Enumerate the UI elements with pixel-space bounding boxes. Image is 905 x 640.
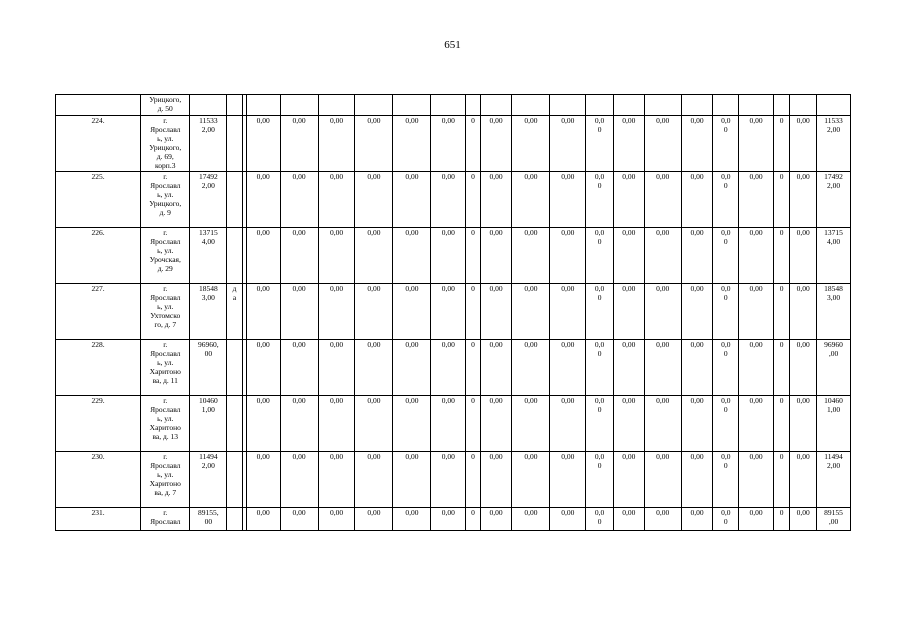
cell-value: 0,00 [790,228,817,284]
cell-value: 0,00 [550,452,586,508]
cell-value: 0 [773,396,789,452]
cell-value: 0,00 [644,396,681,452]
cell-value: 0,00 [246,340,280,396]
cell-flag [227,172,242,228]
cell-value: 0,00 [512,116,550,172]
cell-value [466,95,480,116]
cell-value: 0,00 [790,340,817,396]
cell-value: 0,00 [246,284,280,340]
cell-num: 231. [56,508,141,531]
cell-value: 0,00 [355,396,393,452]
cell-value: 0,00 [644,172,681,228]
cell-value [355,95,393,116]
table-row [56,172,851,228]
cell-value: 0,00 [644,284,681,340]
cell-value: 0 [466,508,480,531]
cell-value: 0,00 [393,228,431,284]
cell-value [393,95,431,116]
cell-num: 230. [56,452,141,508]
cell-value: 0,00 [790,452,817,508]
cell-value: 0,0 0 [713,172,739,228]
cell-value: 0,00 [739,340,774,396]
cell-num: 227. [56,284,141,340]
page-number: 651 [444,39,461,51]
cell-value: 0,00 [512,228,550,284]
cell-value: 0,0 0 [586,228,614,284]
table-row [56,452,851,508]
cell-value [246,95,280,116]
cell-value: 0,00 [681,340,713,396]
cell-value: 0,0 0 [586,396,614,452]
cell-total [190,95,227,116]
cell-value: 0,00 [393,116,431,172]
cell-value: 0,0 0 [713,340,739,396]
cell-value: 0,00 [318,340,355,396]
cell-value: 0,0 0 [586,340,614,396]
cell-value: 0,00 [318,116,355,172]
cell-value: 0,00 [550,340,586,396]
cell-value: 0 [773,508,789,531]
cell-value: 0,00 [246,228,280,284]
cell-value: 0,00 [318,172,355,228]
cell-value: 0,00 [613,284,644,340]
cell-value [613,95,644,116]
cell-value: 0,00 [739,396,774,452]
cell-value: 0,00 [550,116,586,172]
cell-value: 0,00 [739,116,774,172]
cell-value: 0,00 [512,396,550,452]
cell-value: 0,00 [480,284,512,340]
cell-address: Урицкого, д. 50 [141,95,190,116]
cell-value: 0 [466,172,480,228]
cell-value: 0,00 [644,340,681,396]
cell-value: 0,00 [393,396,431,452]
cell-value: 0,0 0 [713,452,739,508]
cell-value [773,95,789,116]
cell-value: 0 [466,116,480,172]
cell-total: 10460 1,00 [190,396,227,452]
cell-value: 0,00 [739,172,774,228]
cell-value: 0,00 [355,172,393,228]
table-row [56,228,851,284]
cell-final: 11533 2,00 [817,116,851,172]
cell-value: 0 [773,452,789,508]
cell-value: 0,00 [739,452,774,508]
cell-value: 0,00 [613,228,644,284]
cell-address: г. Ярославл ь, ул. Харитоно ва, д. 11 [141,340,190,396]
cell-value: 0,00 [550,396,586,452]
cell-value: 0,0 0 [586,116,614,172]
cell-value: 0,0 0 [586,452,614,508]
cell-value: 0,00 [644,508,681,531]
cell-value: 0,0 0 [713,396,739,452]
cell-value: 0,00 [318,508,355,531]
cell-value: 0,00 [246,508,280,531]
cell-value: 0,00 [393,172,431,228]
cell-total: 17492 2,00 [190,172,227,228]
cell-value [644,95,681,116]
cell-num: 229. [56,396,141,452]
cell-value: 0,00 [431,228,466,284]
cell-value: 0,00 [613,172,644,228]
cell-address: г. Ярославл ь, ул. Урицкого, д. 9 [141,172,190,228]
cell-num [56,95,141,116]
cell-final: 17492 2,00 [817,172,851,228]
cell-value: 0,00 [512,172,550,228]
cell-num: 226. [56,228,141,284]
cell-address: г. Ярославл ь, ул. Харитоно ва, д. 7 [141,452,190,508]
cell-value: 0,00 [681,508,713,531]
table-row [56,284,851,340]
cell-value [280,95,318,116]
cell-value: 0,00 [280,284,318,340]
cell-value: 0,00 [480,508,512,531]
cell-value: 0,0 0 [713,508,739,531]
cell-flag [227,116,242,172]
cell-value: 0,00 [318,396,355,452]
cell-value: 0,00 [431,396,466,452]
cell-value: 0,00 [280,396,318,452]
cell-final: 89155 ,00 [817,508,851,531]
cell-value: 0,00 [431,340,466,396]
cell-final: 96960 ,00 [817,340,851,396]
cell-address: г. Ярославл ь, ул. Ухтомско го, д. 7 [141,284,190,340]
cell-value [790,95,817,116]
cell-flag [227,396,242,452]
cell-value [512,95,550,116]
cell-value: 0,00 [355,116,393,172]
table-row-continuation [56,95,851,116]
cell-value: 0,00 [739,284,774,340]
cell-value: 0,00 [480,116,512,172]
cell-value: 0 [773,116,789,172]
table-row [56,508,851,531]
cell-value [586,95,614,116]
cell-value: 0 [466,396,480,452]
cell-value: 0,00 [739,228,774,284]
cell-flag [227,452,242,508]
cell-value: 0,00 [280,116,318,172]
cell-total: 11533 2,00 [190,116,227,172]
cell-value: 0,00 [550,228,586,284]
cell-value [681,95,713,116]
cell-total: 96960, 00 [190,340,227,396]
cell-value: 0,00 [480,228,512,284]
cell-value: 0 [773,172,789,228]
cell-value: 0,0 0 [713,228,739,284]
cell-value: 0,00 [431,116,466,172]
cell-value: 0,00 [512,284,550,340]
cell-value: 0,00 [480,452,512,508]
cell-value: 0,0 0 [713,116,739,172]
cell-value: 0,00 [246,452,280,508]
cell-value: 0,0 0 [586,172,614,228]
cell-value: 0,00 [681,116,713,172]
cell-value: 0,00 [512,508,550,531]
cell-value: 0 [466,284,480,340]
cell-value: 0,00 [355,284,393,340]
cell-total: 11494 2,00 [190,452,227,508]
cell-value: 0 [773,228,789,284]
cell-value: 0,00 [318,228,355,284]
cell-value: 0,00 [246,172,280,228]
cell-value [739,95,774,116]
cell-value [480,95,512,116]
cell-num: 224. [56,116,141,172]
cell-value: 0,00 [550,172,586,228]
cell-value: 0,00 [790,172,817,228]
cell-value: 0,00 [613,396,644,452]
cell-value: 0,00 [644,452,681,508]
cell-address: г. Ярославл ь, ул. Урочская, д. 29 [141,228,190,284]
cell-value [550,95,586,116]
cell-value: 0,00 [318,452,355,508]
cell-flag [227,340,242,396]
cell-value: 0,00 [790,284,817,340]
cell-value: 0,00 [512,340,550,396]
cell-flag: д а [227,284,242,340]
cell-value: 0,00 [790,508,817,531]
cell-value: 0,00 [790,396,817,452]
cell-value: 0,00 [280,340,318,396]
cell-value: 0,00 [280,452,318,508]
cell-value: 0,00 [644,228,681,284]
cell-value: 0,00 [355,452,393,508]
cell-value: 0,00 [613,452,644,508]
cell-value: 0,00 [246,116,280,172]
cell-value: 0,00 [550,508,586,531]
cell-address: г. Ярославл ь, ул. Урицкого, д. 69, корп.3 [141,116,190,172]
cell-num: 225. [56,172,141,228]
cell-num: 228. [56,340,141,396]
cell-value: 0,0 0 [586,508,614,531]
table-row [56,340,851,396]
cell-value: 0,00 [613,508,644,531]
cell-flag [227,228,242,284]
cell-value: 0,0 0 [713,284,739,340]
cell-value: 0,00 [431,284,466,340]
cell-value [431,95,466,116]
cell-total: 13715 4,00 [190,228,227,284]
cell-value: 0,00 [318,284,355,340]
cell-value: 0,00 [431,172,466,228]
cell-value: 0,00 [431,452,466,508]
cell-value: 0,00 [739,508,774,531]
cell-value: 0 [773,284,789,340]
cell-value: 0,00 [790,116,817,172]
cell-final: 10460 1,00 [817,396,851,452]
cell-flag [227,95,242,116]
cell-value: 0,00 [431,508,466,531]
cell-final: 13715 4,00 [817,228,851,284]
cell-value: 0,0 0 [586,284,614,340]
cell-total: 89155, 00 [190,508,227,531]
cell-final: 18548 3,00 [817,284,851,340]
cell-total: 18548 3,00 [190,284,227,340]
cell-value: 0,00 [280,228,318,284]
table-row [56,116,851,172]
table-row [56,396,851,452]
cell-value: 0,00 [681,228,713,284]
cell-address: г. Ярославл [141,508,190,531]
cell-value: 0,00 [393,508,431,531]
cell-value: 0,00 [550,284,586,340]
cell-value: 0,00 [681,172,713,228]
cell-value: 0 [466,452,480,508]
cell-value: 0,00 [393,452,431,508]
cell-flag [227,508,242,531]
cell-value: 0 [466,228,480,284]
data-table [55,94,851,531]
cell-value: 0,00 [355,228,393,284]
cell-value: 0,00 [613,340,644,396]
cell-value: 0,00 [393,284,431,340]
cell-value: 0,00 [480,396,512,452]
cell-final: 11494 2,00 [817,452,851,508]
cell-value: 0,00 [681,396,713,452]
cell-value: 0,00 [355,340,393,396]
cell-address: г. Ярославл ь, ул. Харитоно ва, д. 13 [141,396,190,452]
cell-value: 0,00 [393,340,431,396]
cell-value: 0,00 [480,340,512,396]
cell-value [713,95,739,116]
cell-value: 0,00 [280,508,318,531]
cell-value: 0,00 [480,172,512,228]
cell-value: 0,00 [644,116,681,172]
cell-final [817,95,851,116]
cell-value: 0,00 [512,452,550,508]
cell-value: 0 [466,340,480,396]
cell-value [318,95,355,116]
cell-value: 0,00 [246,396,280,452]
cell-value: 0,00 [355,508,393,531]
cell-value: 0,00 [613,116,644,172]
cell-value: 0,00 [681,284,713,340]
cell-value: 0 [773,340,789,396]
cell-value: 0,00 [681,452,713,508]
cell-value: 0,00 [280,172,318,228]
